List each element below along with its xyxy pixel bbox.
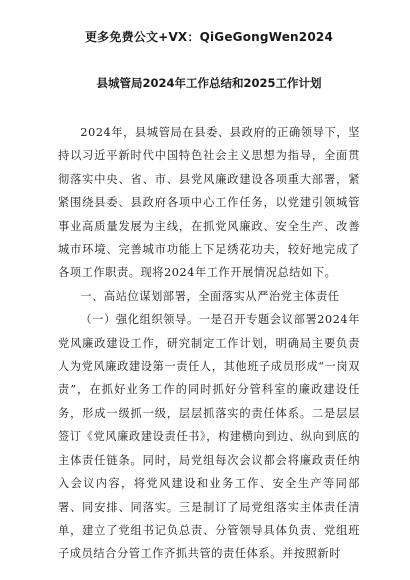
section-heading: 一、高站位谋划部署，全面落实从严治党主体责任 <box>80 289 340 303</box>
promo-header: 更多免费公文+VX：QiGeGongWen2024 <box>84 30 333 44</box>
document-title: 县城管局2024年工作总结和2025工作计划 <box>96 76 322 90</box>
section-paragraph: （一）强化组织领导。一是召开专题会议部署2024年党风廉政建设工作，研究制定工作计划，明确局主要负责人为党风廉政建设第一责任人，其他班子成员形成“一岗双责”，在抓好业务工作的同时抓好分管科室的廉政建设任务，形成一级抓一级，层层抓落实的责任体系。二是层层签订《党风廉政建设责任书》，构建横向到边、纵向到底的主体责任链条。同时，局党组每次会议都会将廉政责任纳入会议内容，将党风建设和业务工作、安全生产等同部署、同安排、同落实。三是制订了局党组落实主体责任清单，建立了党组书记负总责、分管领导具体负责、党组班子成员结合分管工作齐抓共管的责任体系。并按照新时 <box>58 313 360 561</box>
intro-paragraph: 2024年，县城管局在县委、县政府的正确领导下，坚持以习近平新时代中国特色社会主义思想为指导，全面贯彻落实中央、省、市、县党风廉政建设各项重大部署，紧紧围绕县委、县政府各项中心工作任务，以党建引领城管事业高质量发展为主线，在抓党风廉政、安全生产、改善城市环境、完善城市功能上下足绣花功夫，较好地完成了各项工作职责。现将2024年工作开展情况总结如下。 <box>58 126 360 280</box>
